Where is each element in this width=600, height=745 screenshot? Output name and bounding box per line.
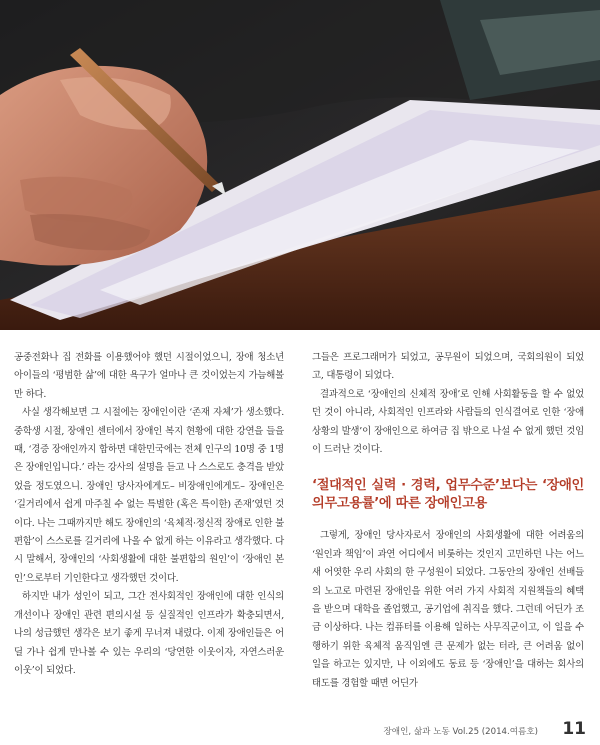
page-number: 11 — [562, 719, 586, 739]
paragraph: 공중전화나 집 전화를 이용했어야 했던 시절이었으니, 장애 청소년 아이들의 ‘평범한 삶’에 대한 욕구가 얼마나 큰 것이었는지 가늠해볼만 하다. — [14, 352, 284, 400]
right-column — [312, 349, 584, 693]
page-footer — [0, 718, 600, 742]
paragraph: 결과적으로 ‘장애인의 신체적 장애’로 인해 사회활동을 할 수 없었던 것이 아니라, 사회적인 인프라와 사람들의 인식결여로 인한 ‘장애 상황의 발생’이 장애인으로 하여금 집 밖으로 나설 수 없게 했던 것임이 드러난 것이다. — [312, 388, 584, 456]
paragraph: 그들은 프로그래머가 되었고, 공무원이 되었으며, 국회의원이 되었고, 대통령이 되었다. — [312, 352, 584, 382]
paragraph: 사실 생각해보면 그 시절에는 장애인이란 ‘존재 자체’가 생소했다. 중학생 시절, 장애인 센터에서 장애인 복지 현황에 대한 강연을 들을 때, ‘경증 장애인까지 합하면 대한민국에는 전체 인구의 10명 중 1명은 장애인입니다.’ 라는 강사의 설명을 듣고 나 스스로도 충격을 받았었을 정도였으니. 장애인 당사자에게도– 비장애인에게도– 장애인은 ‘길거리에서 쉽게 마주칠 수 없는 특별한 (혹은 특이한) 존재’였던 것이다. 나는 그때까지만 해도 장애인의 ‘육체적·정신적 장애로 인한 불편함’이 스스로를 길거리에 나올 수 없게 하는 이유라고 생각했다. 다시 말해서, 장애인의 ‘사회생활에 대한 불편함의 원인’이 ‘장애인 본인’으로부터 기인한다고 생각했던 것이다. — [14, 407, 284, 584]
section-heading: ‘절대적인 실력 · 경력, 업무수준’보다는 ‘장애인 의무고용률’에 따른 장애인고용 — [312, 478, 584, 512]
paragraph: 하지만 내가 성인이 되고, 그간 전사회적인 장애인에 대한 인식의 개선이나 장애인 관련 편의시설 등 실질적인 인프라가 확충되면서, 나의 성급했던 생각은 보기 좋게 무너져 내렸다. 이제 장애인들은 어딜 가나 쉽게 만나볼 수 있는 우리의 ‘당연한 이웃이자, 자연스러운 이웃’이 되었다. — [14, 591, 284, 676]
paragraph: 그렇게, 장애인 당사자로서 장애인의 사회생활에 대한 어려움의 ‘원인과 책임’이 과연 어디에서 비롯하는 것인지 고민하던 나는 어느새 어엿한 우리 사회의 한 구성원이 되었다. 그동안의 장애인 선배들의 노고로 마련된 장애인을 위한 여러 가지 사회적 지원책들의 혜택을 받으며 대학을 졸업했고, 공기업에 취직을 했다. 그런데 어딘가 조금 이상하다. 나는 컴퓨터를 이용해 일하는 사무직군이고, 이 일을 수행하기 위한 육체적 움직임엔 큰 문제가 없는 터라, 큰 어려움 없이 일을 하고는 있지만, 나 이외에도 동료 등 ‘장애인’을 대하는 회사의 태도를 경험할 때면 어딘가 — [312, 530, 584, 689]
left-column — [14, 349, 284, 680]
publication-info: 장애인, 삶과 노동 Vol.25 (2014.여름호) — [383, 727, 538, 737]
hand-writing-photo — [0, 0, 600, 330]
